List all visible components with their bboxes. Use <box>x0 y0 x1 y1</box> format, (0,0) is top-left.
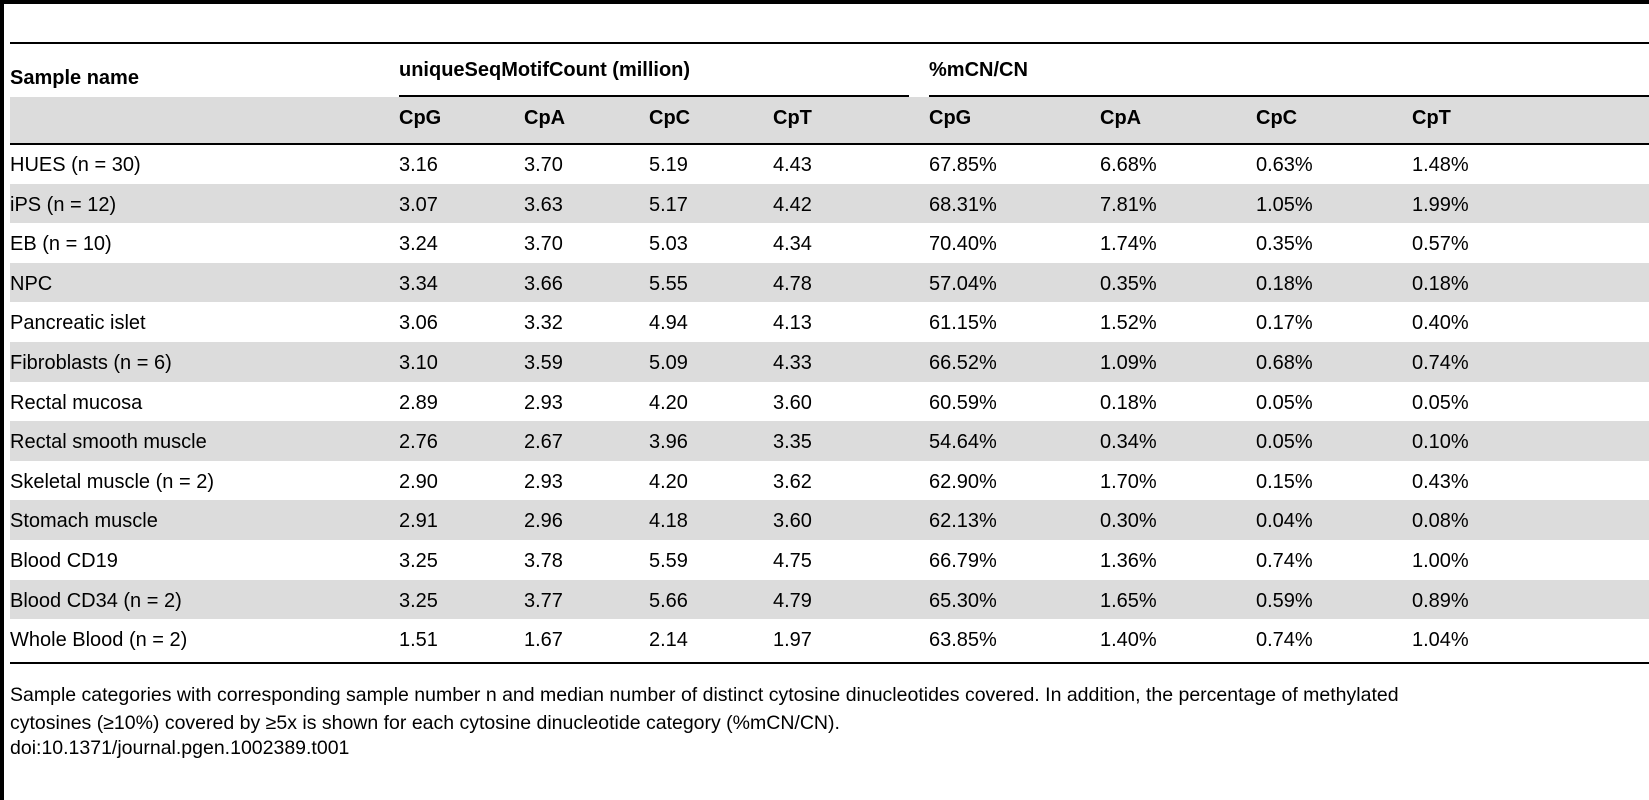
row-pct-cell: 54.64% <box>929 431 997 454</box>
row-pct-cell: 0.35% <box>1256 233 1313 256</box>
row-count-cell: 1.97 <box>773 629 812 652</box>
row-count-cell: 3.62 <box>773 470 812 493</box>
subheader-pct-cpc: CpC <box>1256 107 1298 129</box>
row-count-cell: 5.09 <box>649 352 688 374</box>
row-count-cell: 4.13 <box>773 312 812 335</box>
row-sample-name: NPC <box>10 272 53 295</box>
row-count-cell: 3.34 <box>399 272 438 295</box>
row-count-cell: 5.66 <box>649 589 688 612</box>
row-pct-cell: 0.30% <box>1100 510 1157 533</box>
row-sample-name: Blood CD34 (n = 2) <box>10 589 182 612</box>
row-pct-cell: 1.09% <box>1100 352 1157 374</box>
row-pct-cell: 0.08% <box>1412 510 1469 533</box>
row-count-cell: 2.93 <box>524 470 563 493</box>
header-sample-name: Sample name <box>10 67 139 89</box>
row-count-cell: 3.70 <box>524 154 563 176</box>
row-count-cell: 5.03 <box>649 233 688 256</box>
row-count-cell: 3.63 <box>524 193 563 216</box>
row-count-cell: 3.59 <box>524 352 563 374</box>
row-pct-cell: 1.99% <box>1412 193 1469 216</box>
row-count-cell: 4.20 <box>649 470 688 493</box>
row-count-cell: 2.14 <box>649 629 688 652</box>
row-count-cell: 3.60 <box>773 510 812 533</box>
row-count-cell: 5.55 <box>649 272 688 295</box>
row-pct-cell: 67.85% <box>929 154 997 176</box>
row-count-cell: 3.10 <box>399 352 438 374</box>
row-sample-name: HUES (n = 30) <box>10 154 141 176</box>
header-bottom-rule <box>10 143 1649 145</box>
row-pct-cell: 0.68% <box>1256 352 1313 374</box>
row-pct-cell: 1.00% <box>1412 550 1469 572</box>
row-pct-cell: 0.18% <box>1256 272 1313 295</box>
row-count-cell: 2.76 <box>399 431 438 454</box>
subheader-count-cpg: CpG <box>399 107 442 129</box>
row-count-cell: 4.33 <box>773 352 812 374</box>
row-pct-cell: 0.89% <box>1412 589 1469 612</box>
row-count-cell: 3.16 <box>399 154 438 176</box>
row-count-cell: 5.17 <box>649 193 688 216</box>
row-pct-cell: 1.70% <box>1100 470 1157 493</box>
row-count-cell: 3.07 <box>399 193 438 216</box>
row-sample-name: iPS (n = 12) <box>10 193 117 216</box>
row-count-cell: 4.43 <box>773 154 812 176</box>
row-sample-name: Skeletal muscle (n = 2) <box>10 470 214 493</box>
row-count-cell: 3.25 <box>399 550 438 572</box>
row-pct-cell: 0.59% <box>1256 589 1313 612</box>
row-sample-name: Pancreatic islet <box>10 312 146 335</box>
row-pct-cell: 0.74% <box>1412 352 1469 374</box>
row-count-cell: 5.59 <box>649 550 688 572</box>
row-pct-cell: 62.90% <box>929 470 997 493</box>
subheader-count-cpa: CpA <box>524 107 566 129</box>
row-count-cell: 4.20 <box>649 391 688 414</box>
row-pct-cell: 1.52% <box>1100 312 1157 335</box>
row-pct-cell: 61.15% <box>929 312 997 335</box>
row-pct-cell: 1.40% <box>1100 629 1157 652</box>
row-count-cell: 3.60 <box>773 391 812 414</box>
row-pct-cell: 1.36% <box>1100 550 1157 572</box>
row-count-cell: 2.96 <box>524 510 563 533</box>
row-pct-cell: 66.79% <box>929 550 997 572</box>
row-pct-cell: 0.17% <box>1256 312 1313 335</box>
header-group-pct: %mCN/CN <box>929 59 1028 81</box>
row-count-cell: 4.18 <box>649 510 688 533</box>
row-count-cell: 3.06 <box>399 312 438 335</box>
row-count-cell: 2.89 <box>399 391 438 414</box>
row-pct-cell: 0.05% <box>1256 431 1313 454</box>
row-count-cell: 4.34 <box>773 233 812 256</box>
row-sample-name: Rectal smooth muscle <box>10 431 207 454</box>
row-count-cell: 2.91 <box>399 510 438 533</box>
row-count-cell: 1.67 <box>524 629 563 652</box>
row-count-cell: 4.79 <box>773 589 812 612</box>
row-pct-cell: 0.18% <box>1412 272 1469 295</box>
row-count-cell: 1.51 <box>399 629 438 652</box>
row-sample-name: Rectal mucosa <box>10 391 143 414</box>
row-count-cell: 3.70 <box>524 233 563 256</box>
row-pct-cell: 0.40% <box>1412 312 1469 335</box>
row-pct-cell: 0.63% <box>1256 154 1313 176</box>
row-count-cell: 4.42 <box>773 193 812 216</box>
row-pct-cell: 0.10% <box>1412 431 1469 454</box>
row-shade <box>10 263 1649 303</box>
row-pct-cell: 0.57% <box>1412 233 1469 256</box>
doi-text: doi:10.1371/journal.pgen.1002389.t001 <box>10 737 350 759</box>
subheader-pct-cpg: CpG <box>929 107 972 129</box>
subheader-pct-cpa: CpA <box>1100 107 1142 129</box>
row-count-cell: 2.90 <box>399 470 438 493</box>
footnote-line-1: Sample categories with corresponding sample number n and median number of distinct cytosine dinucleotides covered. In addition, the percentage of methylated <box>10 684 1399 706</box>
row-count-cell: 3.24 <box>399 233 438 256</box>
row-pct-cell: 6.68% <box>1100 154 1157 176</box>
row-count-cell: 3.32 <box>524 312 563 335</box>
subheader-shade <box>10 97 1649 143</box>
row-shade <box>10 580 1649 620</box>
row-count-cell: 4.94 <box>649 312 688 335</box>
row-sample-name: Whole Blood (n = 2) <box>10 629 188 652</box>
row-count-cell: 3.78 <box>524 550 563 572</box>
row-pct-cell: 0.18% <box>1100 391 1157 414</box>
header-group-count: uniqueSeqMotifCount (million) <box>399 59 691 81</box>
row-count-cell: 4.78 <box>773 272 812 295</box>
row-pct-cell: 66.52% <box>929 352 997 374</box>
row-pct-cell: 0.04% <box>1256 510 1313 533</box>
row-shade <box>10 184 1649 224</box>
row-pct-cell: 0.74% <box>1256 629 1313 652</box>
footnote-line-2: cytosines (≥10%) covered by ≥5x is shown for each cytosine dinucleotide category (%mCN/CN). <box>10 712 840 734</box>
row-count-cell: 3.96 <box>649 431 688 454</box>
left-border <box>0 0 4 800</box>
row-sample-name: Fibroblasts (n = 6) <box>10 352 172 374</box>
row-pct-cell: 1.04% <box>1412 629 1469 652</box>
table-top-rule <box>10 42 1649 44</box>
row-pct-cell: 60.59% <box>929 391 997 414</box>
row-count-cell: 2.93 <box>524 391 563 414</box>
row-pct-cell: 1.05% <box>1256 193 1313 216</box>
top-border <box>0 0 1649 4</box>
row-count-cell: 3.66 <box>524 272 563 295</box>
row-pct-cell: 57.04% <box>929 272 997 295</box>
row-count-cell: 5.19 <box>649 154 688 176</box>
row-pct-cell: 1.74% <box>1100 233 1157 256</box>
row-count-cell: 3.25 <box>399 589 438 612</box>
row-shade <box>10 342 1649 382</box>
row-sample-name: EB (n = 10) <box>10 233 112 256</box>
row-count-cell: 3.77 <box>524 589 563 612</box>
row-count-cell: 2.67 <box>524 431 563 454</box>
row-pct-cell: 0.43% <box>1412 470 1469 493</box>
row-pct-cell: 0.05% <box>1256 391 1313 414</box>
row-sample-name: Stomach muscle <box>10 510 158 533</box>
row-pct-cell: 62.13% <box>929 510 997 533</box>
row-pct-cell: 7.81% <box>1100 193 1157 216</box>
row-pct-cell: 0.15% <box>1256 470 1313 493</box>
row-count-cell: 4.75 <box>773 550 812 572</box>
row-shade <box>10 500 1649 540</box>
row-pct-cell: 0.35% <box>1100 272 1157 295</box>
row-pct-cell: 65.30% <box>929 589 997 612</box>
row-pct-cell: 70.40% <box>929 233 997 256</box>
row-pct-cell: 1.65% <box>1100 589 1157 612</box>
row-pct-cell: 1.48% <box>1412 154 1469 176</box>
subheader-count-cpc: CpC <box>649 107 691 129</box>
row-sample-name: Blood CD19 <box>10 550 118 572</box>
row-pct-cell: 68.31% <box>929 193 997 216</box>
row-pct-cell: 0.34% <box>1100 431 1157 454</box>
row-shade <box>10 421 1649 461</box>
row-count-cell: 3.35 <box>773 431 812 454</box>
row-pct-cell: 0.05% <box>1412 391 1469 414</box>
subheader-count-cpt: CpT <box>773 107 812 129</box>
subheader-pct-cpt: CpT <box>1412 107 1451 129</box>
row-pct-cell: 63.85% <box>929 629 997 652</box>
row-pct-cell: 0.74% <box>1256 550 1313 572</box>
table-bottom-rule <box>10 662 1649 664</box>
